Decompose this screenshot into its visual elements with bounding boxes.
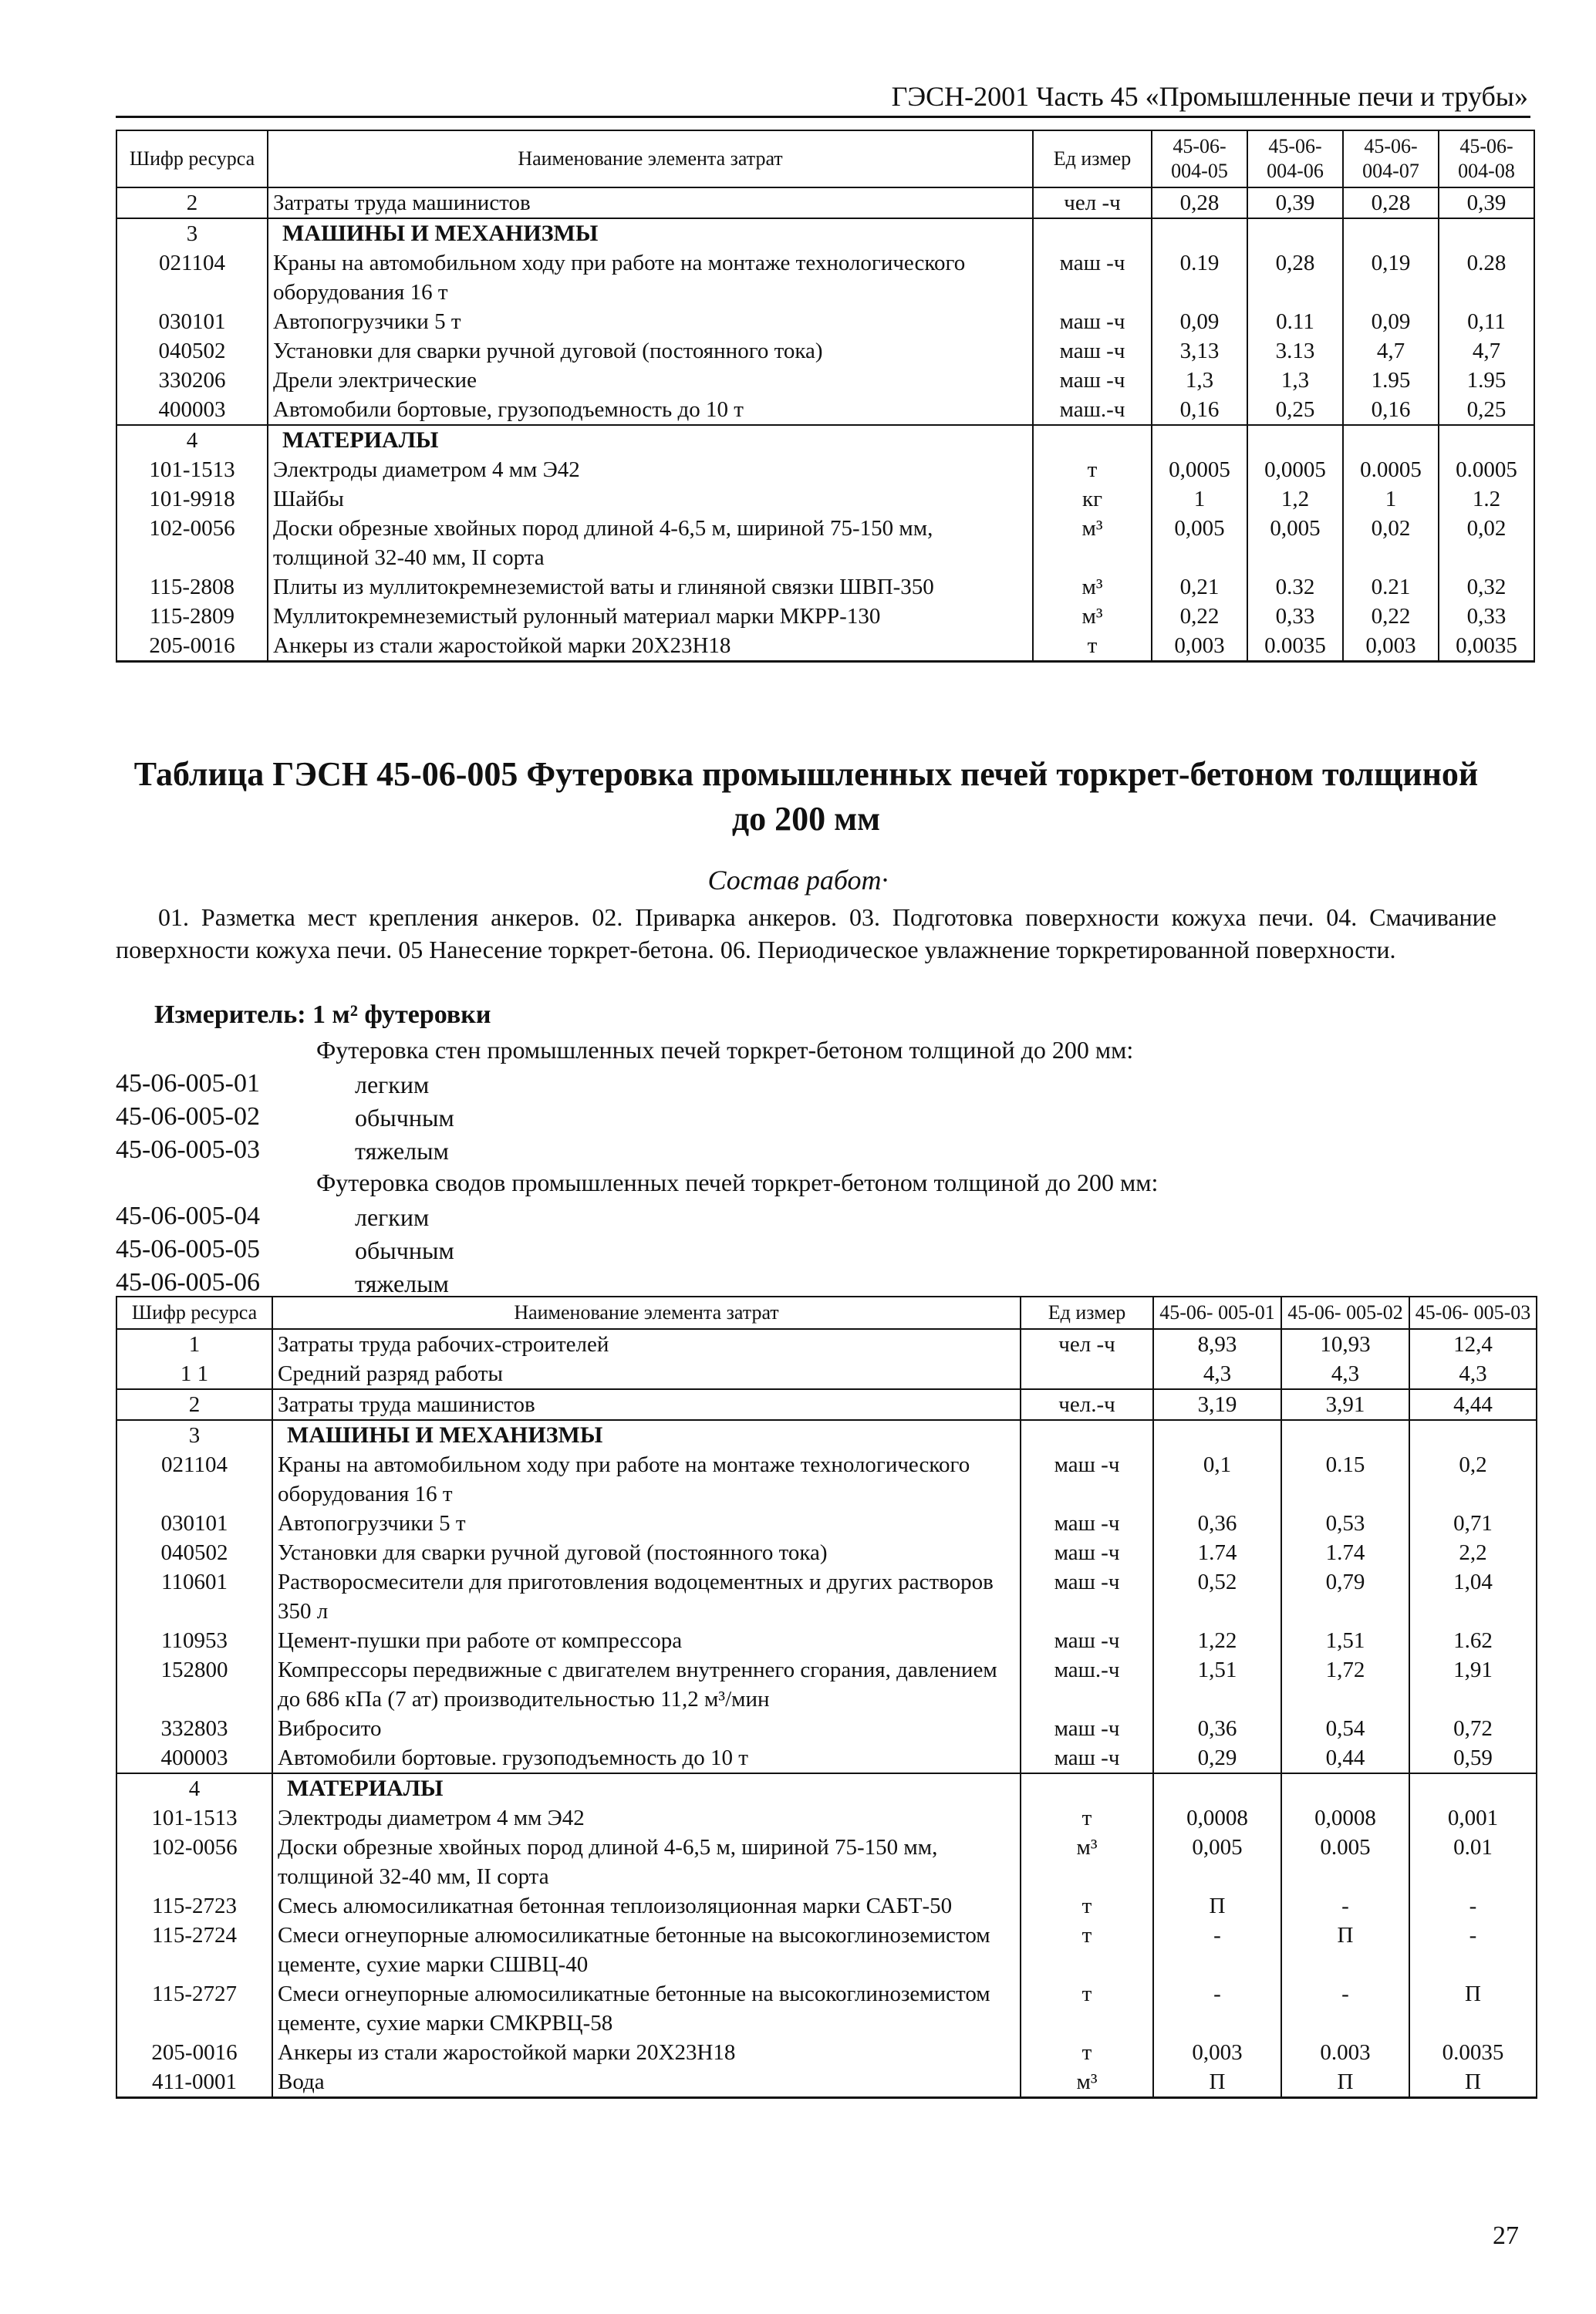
unit-cell: маш -ч xyxy=(1021,1714,1153,1743)
resource-code: 152800 xyxy=(116,1655,272,1714)
cost-element-name: Автопогрузчики 5 т xyxy=(272,1509,1021,1538)
value-cell xyxy=(1343,218,1439,248)
value-cell: 4,3 xyxy=(1409,1359,1537,1389)
value-cell: 0,53 xyxy=(1281,1509,1409,1538)
value-cell: 0,59 xyxy=(1409,1743,1537,1773)
unit-cell: маш -ч xyxy=(1033,336,1152,366)
table-row xyxy=(116,425,1534,455)
unit-cell: м³ xyxy=(1033,514,1152,572)
resource-code: 2 xyxy=(116,1389,272,1420)
unit-cell: т xyxy=(1033,455,1152,484)
value-cell: 0,25 xyxy=(1439,395,1534,425)
cost-element-name: Затраты труда машинистов xyxy=(272,1389,1021,1420)
unit-of-measure: Измеритель: 1 м² футеровки xyxy=(154,1000,491,1029)
cost-element-name: Смеси огнеупорные алюмосиликатные бетонные на высокоглиноземистом цементе, сухие марки СМКРВЦ-58 xyxy=(272,1979,1021,2038)
table-row xyxy=(116,1803,1537,1833)
value-cell: 0,33 xyxy=(1247,602,1343,631)
table-row xyxy=(116,1833,1537,1891)
resource-code: 4 xyxy=(116,425,268,455)
value-cell: 4,44 xyxy=(1409,1389,1537,1420)
resource-code: 3 xyxy=(116,218,268,248)
unit-cell xyxy=(1033,218,1152,248)
value-cell xyxy=(1153,1420,1281,1450)
value-cell: - xyxy=(1281,1979,1409,2038)
resource-table-005 xyxy=(116,1296,1537,2099)
value-cell: 4,7 xyxy=(1343,336,1439,366)
value-cell: 0,16 xyxy=(1152,395,1247,425)
resource-code: 102-0056 xyxy=(116,514,268,572)
value-cell xyxy=(1409,1773,1537,1803)
unit-cell: т xyxy=(1021,1979,1153,2038)
variant-name: тяжелым xyxy=(355,1137,449,1165)
variant-code: 45-06-005-01 xyxy=(116,1069,260,1098)
resource-code: 1 1 xyxy=(116,1359,272,1389)
unit-cell xyxy=(1021,1773,1153,1803)
table-row xyxy=(116,1329,1537,1359)
value-cell: 0,52 xyxy=(1153,1567,1281,1626)
value-cell: 10,93 xyxy=(1281,1329,1409,1359)
unit-cell: м³ xyxy=(1033,602,1152,631)
value-cell: - xyxy=(1153,1979,1281,2038)
table-row xyxy=(116,484,1534,514)
cost-element-name: Установки для сварки ручной дуговой (постоянного тока) xyxy=(268,336,1033,366)
variant-group-title: Футеровка стен промышленных печей торкрет-бетоном толщиной до 200 мм: xyxy=(316,1036,1134,1064)
variant-name: легким xyxy=(355,1071,430,1098)
table-row xyxy=(116,1891,1537,1921)
value-cell: 0,28 xyxy=(1343,187,1439,218)
value-cell: 0,32 xyxy=(1439,572,1534,602)
unit-cell: м³ xyxy=(1033,572,1152,602)
value-cell: 0.005 xyxy=(1281,1833,1409,1891)
table-row xyxy=(116,1359,1537,1389)
cost-element-name: Муллитокремнеземистый рулонный материал марки МКРР-130 xyxy=(268,602,1033,631)
table-row xyxy=(116,1743,1537,1773)
value-cell: П xyxy=(1153,1891,1281,1921)
table-row xyxy=(116,366,1534,395)
cost-element-name: Вибросито xyxy=(272,1714,1021,1743)
value-cell: П xyxy=(1409,1979,1537,2038)
resource-code: 400003 xyxy=(116,1743,272,1773)
resource-code: 021104 xyxy=(116,248,268,307)
value-cell xyxy=(1247,218,1343,248)
resource-code: 330206 xyxy=(116,366,268,395)
unit-cell: маш -ч xyxy=(1021,1743,1153,1773)
value-cell: 12,4 xyxy=(1409,1329,1537,1359)
value-cell: 1.74 xyxy=(1153,1538,1281,1567)
value-cell: 0,005 xyxy=(1153,1833,1281,1891)
unit-cell: чел -ч xyxy=(1033,187,1152,218)
header-cell: 45-06- 005-02 xyxy=(1281,1297,1409,1329)
value-cell: 0,22 xyxy=(1343,602,1439,631)
cost-element-name: Дрели электрические xyxy=(268,366,1033,395)
cost-element-name: Анкеры из стали жаростойкой марки 20Х23Н18 xyxy=(268,631,1033,662)
value-cell: 1,04 xyxy=(1409,1567,1537,1626)
resource-code: 110953 xyxy=(116,1626,272,1655)
value-cell: 0,2 xyxy=(1409,1450,1537,1509)
value-cell: 1.74 xyxy=(1281,1538,1409,1567)
unit-cell: кг xyxy=(1033,484,1152,514)
value-cell: 0,001 xyxy=(1409,1803,1537,1833)
value-cell: 3,19 xyxy=(1153,1389,1281,1420)
value-cell: 0,11 xyxy=(1439,307,1534,336)
cost-element-name: МАТЕРИАЛЫ xyxy=(268,425,1033,455)
table-row xyxy=(116,395,1534,425)
unit-cell: маш -ч xyxy=(1033,366,1152,395)
resource-code: 1 xyxy=(116,1329,272,1359)
value-cell: 0.15 xyxy=(1281,1450,1409,1509)
table-row xyxy=(116,1714,1537,1743)
table-row xyxy=(116,1389,1537,1420)
page-number: 27 xyxy=(1493,2221,1519,2250)
unit-cell: т xyxy=(1021,2038,1153,2067)
variant-name: обычным xyxy=(355,1236,454,1264)
value-cell: 0,0035 xyxy=(1439,631,1534,662)
cost-element-name: Электроды диаметром 4 мм Э42 xyxy=(268,455,1033,484)
work-description: 01. Разметка мест крепления анкеров. 02. Приварка анкеров. 03. Подготовка поверхности кожуха печи. 04. Смачивание поверхности кожуха печи. 05 Нанесение торкрет-бетона. 06. Периодическое увлажнение торкретированной поверхности. xyxy=(116,903,1496,963)
value-cell: 0,39 xyxy=(1247,187,1343,218)
unit-cell: т xyxy=(1021,1921,1153,1979)
variant-group-title: Футеровка сводов промышленных печей торкрет-бетоном толщиной до 200 мм: xyxy=(316,1169,1159,1196)
cost-element-name: Цемент-пушки при работе от компрессора xyxy=(272,1626,1021,1655)
table-row xyxy=(116,1655,1537,1714)
table-body xyxy=(116,1329,1537,2098)
value-cell: 0,16 xyxy=(1343,395,1439,425)
cost-element-name: Шайбы xyxy=(268,484,1033,514)
resource-code: 115-2808 xyxy=(116,572,268,602)
resource-code: 4 xyxy=(116,1773,272,1803)
value-cell: 0,0008 xyxy=(1153,1803,1281,1833)
value-cell xyxy=(1281,1773,1409,1803)
value-cell: 1 xyxy=(1343,484,1439,514)
unit-cell: маш -ч xyxy=(1021,1509,1153,1538)
header-cell: 45-06- 005-03 xyxy=(1409,1297,1537,1329)
value-cell: 0.01 xyxy=(1409,1833,1537,1891)
variant-name: тяжелым xyxy=(355,1270,449,1297)
value-cell xyxy=(1409,1420,1537,1450)
value-cell: 0,72 xyxy=(1409,1714,1537,1743)
unit-cell: т xyxy=(1021,1891,1153,1921)
value-cell: 1.2 xyxy=(1439,484,1534,514)
resource-code: 101-1513 xyxy=(116,1803,272,1833)
table-row xyxy=(116,248,1534,307)
unit-cell: маш -ч xyxy=(1021,1450,1153,1509)
cost-element-name: Доски обрезные хвойных пород длиной 4-6,5 м, шириной 75-150 мм, толщиной 32-40 мм, II сорта xyxy=(268,514,1033,572)
value-cell: 0,44 xyxy=(1281,1743,1409,1773)
unit-cell: маш -ч xyxy=(1033,248,1152,307)
header-cell: Ед измер xyxy=(1033,130,1152,187)
cost-element-name: Установки для сварки ручной дуговой (постоянного тока) xyxy=(272,1538,1021,1567)
header-cell: Наименование элемента затрат xyxy=(268,130,1033,187)
unit-cell: маш -ч xyxy=(1033,307,1152,336)
cost-element-name: Вода xyxy=(272,2067,1021,2098)
resource-code: 101-9918 xyxy=(116,484,268,514)
resource-code: 030101 xyxy=(116,307,268,336)
value-cell: 8,93 xyxy=(1153,1329,1281,1359)
value-cell: 0,33 xyxy=(1439,602,1534,631)
cost-element-name: Краны на автомобильном ходу при работе на монтаже технологического оборудования 16 т xyxy=(272,1450,1021,1509)
unit-cell: чел -ч xyxy=(1021,1329,1153,1359)
value-cell: 0,02 xyxy=(1343,514,1439,572)
value-cell: 0.11 xyxy=(1247,307,1343,336)
unit-cell xyxy=(1021,1359,1153,1389)
resource-code: 205-0016 xyxy=(116,631,268,662)
table-body xyxy=(116,187,1534,662)
cost-element-name: Краны на автомобильном ходу при работе на монтаже технологического оборудования 16 т xyxy=(268,248,1033,307)
resource-code: 411-0001 xyxy=(116,2067,272,2098)
resource-code: 021104 xyxy=(116,1450,272,1509)
value-cell: 0,79 xyxy=(1281,1567,1409,1626)
header-cell: 45-06- 005-01 xyxy=(1153,1297,1281,1329)
value-cell: 0,54 xyxy=(1281,1714,1409,1743)
value-cell: П xyxy=(1281,1921,1409,1979)
table-header-row xyxy=(116,1297,1537,1329)
value-cell: 0.0035 xyxy=(1409,2038,1537,2067)
running-header: ГЭСН-2001 Часть 45 «Промышленные печи и трубы» xyxy=(891,81,1528,112)
value-cell: - xyxy=(1409,1891,1537,1921)
resource-code: 2 xyxy=(116,187,268,218)
value-cell: 0,21 xyxy=(1152,572,1247,602)
table-row xyxy=(116,1773,1537,1803)
value-cell: 1.95 xyxy=(1343,366,1439,395)
value-cell: 0,0005 xyxy=(1152,455,1247,484)
value-cell: 4,7 xyxy=(1439,336,1534,366)
variant-name: обычным xyxy=(355,1104,454,1132)
value-cell: 0,28 xyxy=(1247,248,1343,307)
value-cell: 0,005 xyxy=(1247,514,1343,572)
resource-code: 332803 xyxy=(116,1714,272,1743)
resource-code: 102-0056 xyxy=(116,1833,272,1891)
cost-element-name: Анкеры из стали жаростойкой марки 20Х23Н18 xyxy=(272,2038,1021,2067)
value-cell: П xyxy=(1281,2067,1409,2098)
unit-cell xyxy=(1033,425,1152,455)
table-row xyxy=(116,1626,1537,1655)
value-cell: 1,51 xyxy=(1281,1626,1409,1655)
value-cell: 3.13 xyxy=(1247,336,1343,366)
resource-code: 115-2727 xyxy=(116,1979,272,2038)
value-cell: 0.003 xyxy=(1281,2038,1409,2067)
value-cell: 0,09 xyxy=(1343,307,1439,336)
cost-element-name: Автомобили бортовые, грузоподъемность до 10 т xyxy=(268,395,1033,425)
value-cell: 1,72 xyxy=(1281,1655,1409,1714)
header-cell: Ед измер xyxy=(1021,1297,1153,1329)
value-cell: 0,25 xyxy=(1247,395,1343,425)
table-title: Таблица ГЭСН 45-06-005 Футеровка промышленных печей торкрет-бетоном толщиной до 200 мм xyxy=(133,755,1479,838)
value-cell xyxy=(1343,425,1439,455)
value-cell: 0.0005 xyxy=(1343,455,1439,484)
cost-element-name: Электроды диаметром 4 мм Э42 xyxy=(272,1803,1021,1833)
value-cell: 0,36 xyxy=(1153,1714,1281,1743)
header-cell: 45-06- 004-08 xyxy=(1439,130,1534,187)
value-cell: 2,2 xyxy=(1409,1538,1537,1567)
unit-cell: м³ xyxy=(1021,1833,1153,1891)
value-cell: 0,0005 xyxy=(1247,455,1343,484)
value-cell: - xyxy=(1281,1891,1409,1921)
value-cell: 1,3 xyxy=(1247,366,1343,395)
value-cell: 1,91 xyxy=(1409,1655,1537,1714)
variant-code: 45-06-005-04 xyxy=(116,1202,260,1230)
value-cell: П xyxy=(1153,2067,1281,2098)
header-cell: 45-06- 004-06 xyxy=(1247,130,1343,187)
value-cell: 0,02 xyxy=(1439,514,1534,572)
unit-cell: м³ xyxy=(1021,2067,1153,2098)
cost-element-name: Затраты труда машинистов xyxy=(268,187,1033,218)
variant-code: 45-06-005-06 xyxy=(116,1268,260,1297)
value-cell xyxy=(1439,425,1534,455)
cost-element-name: Растворосмесители для приготовления водоцементных и других растворов 350 л xyxy=(272,1567,1021,1626)
value-cell: 3,13 xyxy=(1152,336,1247,366)
table-row xyxy=(116,218,1534,248)
value-cell: 0,39 xyxy=(1439,187,1534,218)
cost-element-name: Смесь алюмосиликатная бетонная теплоизоляционная марки САБТ-50 xyxy=(272,1891,1021,1921)
table-header-row xyxy=(116,130,1534,187)
header-cell: Шифр ресурса xyxy=(116,1297,272,1329)
table-row xyxy=(116,1509,1537,1538)
table-row xyxy=(116,572,1534,602)
table-row xyxy=(116,455,1534,484)
resource-table-004 xyxy=(116,130,1535,663)
value-cell: 0,003 xyxy=(1153,2038,1281,2067)
header-cell: 45-06- 004-07 xyxy=(1343,130,1439,187)
unit-cell: маш -ч xyxy=(1021,1626,1153,1655)
resource-code: 115-2809 xyxy=(116,602,268,631)
value-cell: 0.0035 xyxy=(1247,631,1343,662)
cost-element-name: Автомобили бортовые. грузоподъемность до 10 т xyxy=(272,1743,1021,1773)
cost-element-name: Средний разряд работы xyxy=(272,1359,1021,1389)
value-cell: 1.95 xyxy=(1439,366,1534,395)
header-cell: Шифр ресурса xyxy=(116,130,268,187)
value-cell: 1.62 xyxy=(1409,1626,1537,1655)
unit-cell: т xyxy=(1033,631,1152,662)
value-cell: 0,003 xyxy=(1343,631,1439,662)
value-cell: 4,3 xyxy=(1281,1359,1409,1389)
value-cell: 0.0005 xyxy=(1439,455,1534,484)
table-row xyxy=(116,602,1534,631)
value-cell: 3,91 xyxy=(1281,1389,1409,1420)
unit-cell: т xyxy=(1021,1803,1153,1833)
variant-code: 45-06-005-02 xyxy=(116,1102,260,1131)
table-row xyxy=(116,1921,1537,1979)
cost-element-name: Доски обрезные хвойных пород длиной 4-6,5 м, шириной 75-150 мм, толщиной 32-40 мм, II сорта xyxy=(272,1833,1021,1891)
resource-code: 3 xyxy=(116,1420,272,1450)
value-cell xyxy=(1152,218,1247,248)
value-cell xyxy=(1439,218,1534,248)
resource-code: 115-2723 xyxy=(116,1891,272,1921)
resource-code: 205-0016 xyxy=(116,2038,272,2067)
value-cell: 1,22 xyxy=(1153,1626,1281,1655)
resource-code: 040502 xyxy=(116,336,268,366)
table-row xyxy=(116,307,1534,336)
value-cell: 0,1 xyxy=(1153,1450,1281,1509)
cost-element-name: Плиты из муллитокремнеземистой ваты и глиняной связки ШВП-350 xyxy=(268,572,1033,602)
table-row xyxy=(116,1538,1537,1567)
resource-code: 030101 xyxy=(116,1509,272,1538)
cost-element-name: МАТЕРИАЛЫ xyxy=(272,1773,1021,1803)
value-cell: 4,3 xyxy=(1153,1359,1281,1389)
unit-cell: маш -ч xyxy=(1021,1538,1153,1567)
cost-element-name: Компрессоры передвижные с двигателем внутреннего сгорания, давлением до 686 кПа (7 ат) производительностью 11,2 м³/мин xyxy=(272,1655,1021,1714)
value-cell: 0.19 xyxy=(1152,248,1247,307)
table-row xyxy=(116,336,1534,366)
resource-code: 101-1513 xyxy=(116,455,268,484)
unit-cell xyxy=(1021,1420,1153,1450)
value-cell: П xyxy=(1409,2067,1537,2098)
table-row xyxy=(116,514,1534,572)
value-cell: 0.21 xyxy=(1343,572,1439,602)
header-cell: 45-06- 004-05 xyxy=(1152,130,1247,187)
value-cell: 1,51 xyxy=(1153,1655,1281,1714)
variant-name: легким xyxy=(355,1203,430,1231)
cost-element-name: Автопогрузчики 5 т xyxy=(268,307,1033,336)
value-cell: 0,09 xyxy=(1152,307,1247,336)
table-row xyxy=(116,187,1534,218)
resource-code: 110601 xyxy=(116,1567,272,1626)
cost-element-name: Смеси огнеупорные алюмосиликатные бетонные на высокоглиноземистом цементе, сухие марки СШВЦ-40 xyxy=(272,1921,1021,1979)
value-cell xyxy=(1152,425,1247,455)
unit-cell: маш -ч xyxy=(1021,1567,1153,1626)
variant-code: 45-06-005-05 xyxy=(116,1235,260,1263)
resource-code: 040502 xyxy=(116,1538,272,1567)
table-row xyxy=(116,1450,1537,1509)
variant-code: 45-06-005-03 xyxy=(116,1135,260,1164)
value-cell: 1,3 xyxy=(1152,366,1247,395)
value-cell: 0,29 xyxy=(1153,1743,1281,1773)
value-cell xyxy=(1153,1773,1281,1803)
value-cell xyxy=(1247,425,1343,455)
header-cell: Наименование элемента затрат xyxy=(272,1297,1021,1329)
value-cell: 0.32 xyxy=(1247,572,1343,602)
header-rule xyxy=(116,116,1530,118)
table-row xyxy=(116,1567,1537,1626)
unit-cell: чел.-ч xyxy=(1021,1389,1153,1420)
value-cell xyxy=(1281,1420,1409,1450)
table-row xyxy=(116,2067,1537,2098)
value-cell: - xyxy=(1153,1921,1281,1979)
table-row xyxy=(116,1979,1537,2038)
value-cell: 0,28 xyxy=(1152,187,1247,218)
value-cell: 0.28 xyxy=(1439,248,1534,307)
value-cell: - xyxy=(1409,1921,1537,1979)
value-cell: 0,22 xyxy=(1152,602,1247,631)
resource-code: 115-2724 xyxy=(116,1921,272,1979)
cost-element-name: МАШИНЫ И МЕХАНИЗМЫ xyxy=(272,1420,1021,1450)
value-cell: 1 xyxy=(1152,484,1247,514)
value-cell: 0,0008 xyxy=(1281,1803,1409,1833)
table-row xyxy=(116,631,1534,662)
value-cell: 0,003 xyxy=(1152,631,1247,662)
table-row xyxy=(116,2038,1537,2067)
resource-code: 400003 xyxy=(116,395,268,425)
work-composition-heading: Состав работ· xyxy=(707,865,889,896)
unit-cell: маш.-ч xyxy=(1033,395,1152,425)
value-cell: 0,19 xyxy=(1343,248,1439,307)
value-cell: 1,2 xyxy=(1247,484,1343,514)
cost-element-name: Затраты труда рабочих-строителей xyxy=(272,1329,1021,1359)
value-cell: 0,36 xyxy=(1153,1509,1281,1538)
table-row xyxy=(116,1420,1537,1450)
value-cell: 0,71 xyxy=(1409,1509,1537,1538)
value-cell: 0,005 xyxy=(1152,514,1247,572)
cost-element-name: МАШИНЫ И МЕХАНИЗМЫ xyxy=(268,218,1033,248)
unit-cell: маш.-ч xyxy=(1021,1655,1153,1714)
